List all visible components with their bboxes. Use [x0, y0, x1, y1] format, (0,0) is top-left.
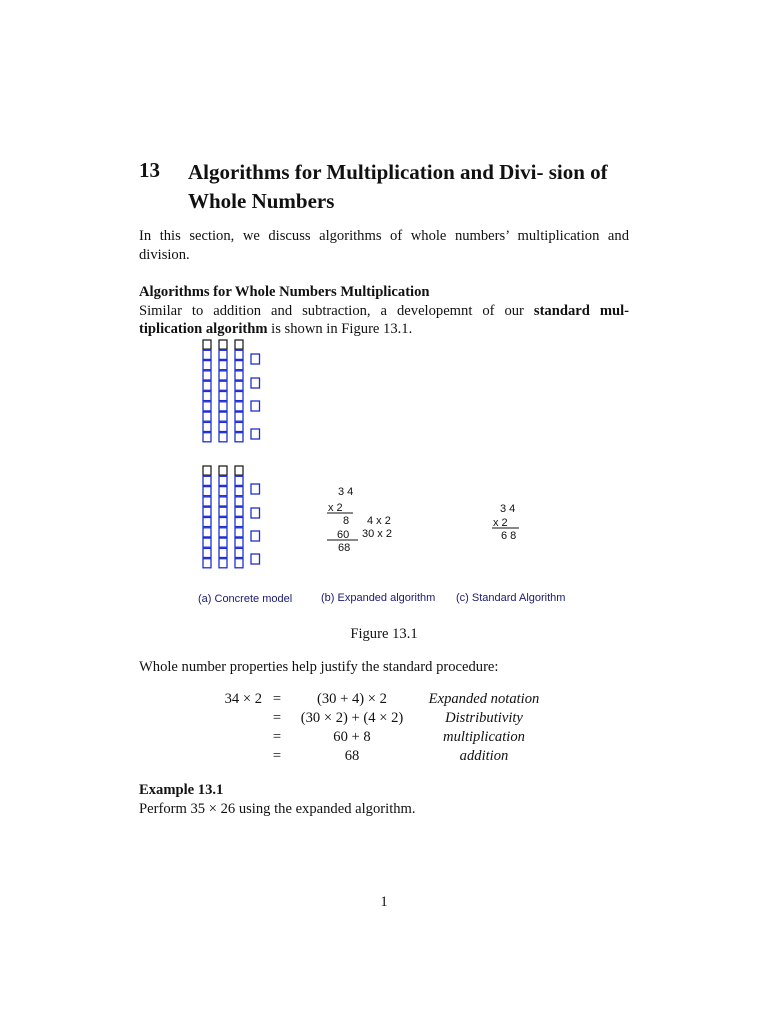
rod-cell: [219, 433, 227, 442]
rod-cell: [203, 476, 211, 485]
rod-cell: [235, 518, 243, 527]
rod-cell: [235, 476, 243, 485]
standard-top: 3 4: [500, 503, 516, 515]
rod-cell: [235, 466, 243, 475]
eq-expression-4: 68: [344, 748, 360, 764]
expanded-partial-1: 8: [343, 515, 350, 527]
rod-cell: [219, 392, 227, 401]
example-text: Perform 35 × 26 using the expanded algorithm.: [139, 800, 416, 817]
rod-cell: [203, 361, 211, 370]
rod-cell: [203, 559, 211, 568]
rod-cell: [203, 487, 211, 496]
intro-paragraph: In this section, we discuss algorithms of whole numbers’ multiplication and division.: [139, 228, 629, 263]
rod-cell: [235, 487, 243, 496]
rod-cell: [219, 538, 227, 547]
bold-term: standard mul- tiplication algorithm: [139, 302, 630, 337]
unit-cube: [251, 378, 260, 388]
rod-cell: [203, 538, 211, 547]
page-number: 1: [380, 894, 388, 910]
rod-cell: [219, 371, 227, 380]
rod-cell: [235, 422, 243, 431]
unit-cube: [251, 508, 260, 518]
unit-cube: [251, 401, 260, 411]
unit-cube: [251, 484, 260, 494]
eq-sign-1: =: [272, 691, 282, 707]
figure-13-1: [190, 338, 590, 613]
rod-cell: [235, 402, 243, 411]
rod-cell: [219, 518, 227, 527]
rod-cell: [203, 548, 211, 557]
subsection-text-after: is shown in Figure 13.1.: [267, 321, 413, 337]
rod-cell: [235, 361, 243, 370]
eq-expression-2: (30 × 2) + (4 × 2): [300, 710, 404, 726]
expanded-note-1: 4 x 2: [367, 515, 391, 527]
expanded-multiplier: x 2: [328, 502, 343, 514]
eq-reason-2: Distributivity: [445, 710, 523, 726]
rod-cell: [203, 350, 211, 359]
eq-reason-4: addition: [459, 748, 509, 764]
panel-b-label: (b) Expanded algorithm: [321, 592, 436, 604]
rod-cell: [235, 497, 243, 506]
rod-cell: [219, 340, 227, 349]
rod-cell: [203, 392, 211, 401]
subsection-paragraph: [139, 302, 629, 339]
eq-reason-3: multiplication: [443, 729, 525, 745]
rod-cell: [219, 412, 227, 421]
rod-cell: [219, 422, 227, 431]
rod-cell: [203, 422, 211, 431]
panel-a-label: (a) Concrete model: [198, 593, 293, 605]
rod-cell: [219, 559, 227, 568]
rod-cell: [235, 528, 243, 537]
rod-cell: [203, 340, 211, 349]
rod-cell: [235, 340, 243, 349]
standard-algorithm: [492, 503, 519, 542]
rod-cell: [235, 548, 243, 557]
rod-cell: [203, 402, 211, 411]
panel-c-label: (c) Standard Algorithm: [456, 592, 566, 604]
unit-cube: [251, 429, 260, 439]
rod-cell: [235, 433, 243, 442]
expanded-sum: 68: [338, 542, 351, 554]
example-heading: Example 13.1: [139, 782, 224, 798]
rod-cell: [219, 548, 227, 557]
unit-cube: [251, 531, 260, 541]
rod-cell: [235, 412, 243, 421]
rod-cell: [203, 371, 211, 380]
rod-cell: [235, 371, 243, 380]
section-number: 13: [139, 158, 160, 182]
subsection-text-before: Similar to addition and subtraction, a developemnt of our: [139, 302, 534, 319]
rod-cell: [203, 518, 211, 527]
rod-cell: [219, 497, 227, 506]
eq-sign-2: =: [272, 710, 282, 726]
example-block: [139, 781, 629, 818]
expanded-top: 3 4: [338, 486, 354, 498]
rod-cell: [203, 466, 211, 475]
rod-cell: [203, 433, 211, 442]
eq-sign-3: =: [272, 729, 282, 745]
expanded-partial-2: 60: [337, 529, 350, 541]
rod-cell: [219, 528, 227, 537]
subsection-block: [139, 283, 629, 339]
rod-cell: [203, 412, 211, 421]
properties-intro: Whole number properties help justify the standard procedure:: [139, 659, 499, 675]
rod-cell: [203, 507, 211, 516]
figure-caption: Figure 13.1: [350, 626, 418, 642]
eq-expression-3: 60 + 8: [333, 729, 371, 745]
rod-cell: [235, 507, 243, 516]
rod-cell: [235, 350, 243, 359]
unit-cube: [251, 354, 260, 364]
unit-cube: [251, 554, 260, 564]
rod-cell: [219, 381, 227, 390]
rod-cell: [219, 350, 227, 359]
eq-lhs-1: 34 × 2: [224, 691, 262, 707]
concrete-model: [203, 340, 260, 568]
standard-sum: 6 8: [501, 530, 517, 542]
eq-expression-1: (30 + 4) × 2: [317, 691, 387, 707]
rod-cell: [219, 476, 227, 485]
eq-sign-4: =: [272, 748, 282, 764]
section-title: Algorithms for Multiplication and Divi- sion of Whole Numbers: [188, 160, 608, 213]
subsection-heading: Algorithms for Whole Numbers Multiplication: [139, 284, 430, 300]
rod-cell: [219, 466, 227, 475]
rod-cell: [219, 507, 227, 516]
expanded-note-2: 30 x 2: [362, 528, 392, 540]
rod-cell: [219, 402, 227, 411]
standard-multiplier: x 2: [493, 517, 508, 529]
rod-cell: [219, 487, 227, 496]
rod-cell: [235, 559, 243, 568]
expanded-algorithm: [327, 486, 392, 554]
rod-cell: [203, 497, 211, 506]
rod-cell: [235, 381, 243, 390]
rod-cell: [203, 381, 211, 390]
eq-reason-1: Expanded notation: [428, 691, 540, 707]
rod-cell: [235, 392, 243, 401]
rod-cell: [203, 528, 211, 537]
rod-cell: [219, 361, 227, 370]
rod-cell: [235, 538, 243, 547]
